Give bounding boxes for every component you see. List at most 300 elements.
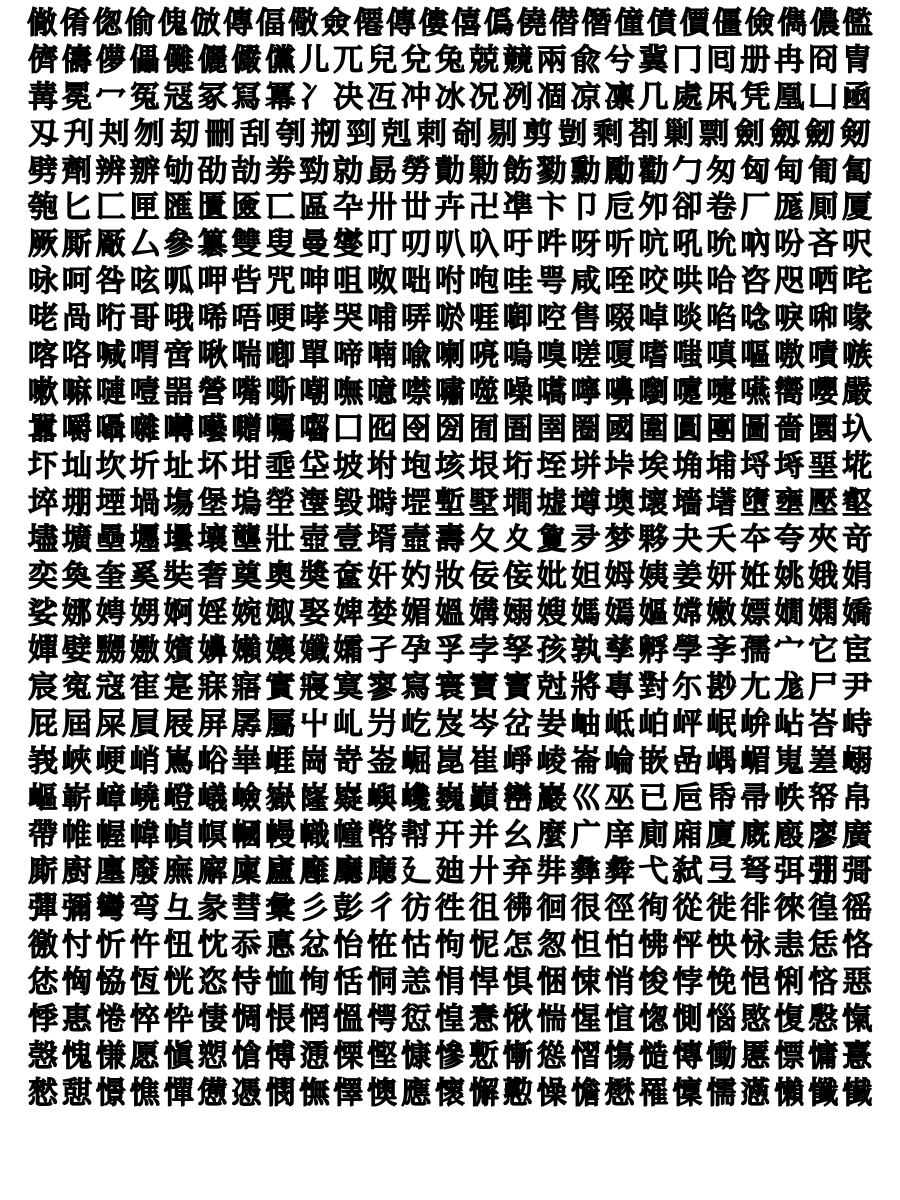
kanji-glyph: 孑 — [367, 633, 398, 669]
kanji-glyph: 怎 — [502, 928, 533, 964]
kanji-glyph: 剱 — [840, 116, 871, 152]
kanji-glyph: 嗄 — [604, 338, 635, 374]
kanji-glyph: 凅 — [536, 79, 567, 115]
kanji-glyph: 幤 — [367, 817, 398, 853]
kanji-glyph: 幄 — [95, 817, 126, 853]
kanji-glyph: 埆 — [672, 448, 703, 484]
kanji-glyph: 巫 — [604, 780, 635, 816]
kanji-glyph: 慇 — [808, 1002, 839, 1038]
kanji-glyph: 刋 — [63, 116, 94, 152]
character-row — [26, 818, 874, 855]
kanji-glyph: 壅 — [774, 485, 805, 521]
kanji-glyph: 嗷 — [774, 338, 805, 374]
kanji-glyph: 慝 — [740, 1038, 771, 1074]
kanji-glyph: 劑 — [61, 153, 92, 189]
kanji-glyph: 崑 — [435, 743, 466, 779]
kanji-glyph: 倄 — [59, 6, 90, 41]
kanji-glyph: 幟 — [299, 817, 330, 853]
character-row — [26, 190, 874, 227]
kanji-glyph: 囗 — [333, 411, 364, 447]
character-row — [26, 633, 874, 670]
kanji-glyph: 廣 — [842, 817, 873, 853]
kanji-glyph: 慱 — [672, 1038, 703, 1074]
kanji-glyph: 廈 — [706, 817, 737, 853]
kanji-glyph: 嶄 — [61, 780, 92, 816]
kanji-glyph: 恬 — [333, 965, 364, 1001]
kanji-glyph: 廰 — [367, 854, 398, 890]
kanji-glyph: 尢 — [740, 670, 771, 706]
kanji-glyph: 姨 — [638, 559, 669, 595]
kanji-glyph: 崋 — [231, 743, 262, 779]
kanji-glyph: 彜 — [604, 854, 635, 890]
kanji-glyph: 壞 — [638, 485, 669, 521]
kanji-glyph: 喃 — [367, 338, 398, 374]
kanji-glyph: 劒 — [805, 116, 836, 152]
kanji-glyph: 恙 — [401, 965, 432, 1001]
kanji-glyph: 冀 — [638, 42, 669, 78]
kanji-glyph: 崘 — [604, 743, 635, 779]
kanji-glyph: 僮 — [614, 6, 645, 41]
kanji-glyph: 懃 — [502, 1075, 533, 1111]
kanji-glyph: 嚥 — [740, 374, 771, 410]
kanji-glyph: 屏 — [197, 706, 228, 742]
kanji-glyph: 奕 — [27, 559, 58, 595]
kanji-glyph: 嶝 — [163, 780, 194, 816]
kanji-glyph: 墟 — [536, 485, 567, 521]
kanji-glyph: 懶 — [774, 1075, 805, 1111]
kanji-glyph: 夲 — [740, 522, 771, 558]
kanji-glyph: 憫 — [265, 1075, 296, 1111]
kanji-glyph: 從 — [672, 891, 703, 927]
kanji-glyph: 劼 — [231, 153, 262, 189]
kanji-glyph: 憇 — [61, 1075, 92, 1111]
kanji-glyph: 兩 — [536, 42, 567, 78]
kanji-glyph: 徙 — [706, 891, 737, 927]
kanji-glyph: 壟 — [231, 522, 262, 558]
kanji-glyph: 憊 — [197, 1075, 228, 1111]
kanji-glyph: 墮 — [740, 485, 771, 521]
kanji-glyph: 勣 — [435, 153, 466, 189]
kanji-glyph: 冑 — [842, 42, 873, 78]
kanji-glyph: 卅 — [367, 190, 398, 226]
kanji-glyph: 區 — [299, 190, 330, 226]
kanji-glyph: 囮 — [367, 411, 398, 447]
kanji-glyph: 巍 — [435, 780, 466, 816]
kanji-glyph: 咫 — [774, 264, 805, 300]
kanji-glyph: 憮 — [299, 1075, 330, 1111]
kanji-glyph: 悃 — [536, 965, 567, 1001]
kanji-glyph: 垤 — [536, 448, 567, 484]
kanji-glyph: 吭 — [638, 227, 669, 263]
kanji-glyph: 它 — [808, 633, 839, 669]
kanji-glyph: 很 — [570, 891, 601, 927]
kanji-glyph: 堋 — [61, 485, 92, 521]
kanji-glyph: 弉 — [536, 854, 567, 890]
kanji-glyph: 奬 — [299, 559, 330, 595]
kanji-glyph: 垳 — [502, 448, 533, 484]
kanji-glyph: 慫 — [536, 1038, 567, 1074]
kanji-glyph: 喞 — [265, 338, 296, 374]
kanji-glyph: 剔 — [487, 116, 518, 152]
kanji-glyph: 奸 — [367, 559, 398, 595]
kanji-glyph: 厦 — [842, 190, 873, 226]
kanji-glyph: 宦 — [842, 633, 873, 669]
kanji-glyph: 厂 — [740, 190, 771, 226]
kanji-glyph: 愀 — [502, 1002, 533, 1038]
kanji-glyph: 彝 — [570, 854, 601, 890]
kanji-glyph: 儖 — [842, 6, 873, 41]
kanji-glyph: 憙 — [842, 1038, 873, 1074]
kanji-glyph: 帚 — [740, 780, 771, 816]
kanji-glyph: 墫 — [570, 485, 601, 521]
kanji-glyph: 啗 — [706, 301, 737, 337]
kanji-glyph: 屬 — [265, 706, 296, 742]
kanji-glyph: 嗤 — [672, 338, 703, 374]
kanji-glyph: 埖 — [842, 448, 873, 484]
kanji-glyph: 咎 — [95, 264, 126, 300]
kanji-glyph: 傳 — [222, 6, 253, 41]
kanji-glyph: 哦 — [163, 301, 194, 337]
kanji-glyph: 匍 — [808, 153, 839, 189]
kanji-glyph: 專 — [604, 670, 635, 706]
kanji-glyph: 唔 — [231, 301, 262, 337]
kanji-glyph: 哭 — [333, 301, 364, 337]
kanji-glyph: 惻 — [672, 1002, 703, 1038]
kanji-glyph: 徊 — [536, 891, 567, 927]
kanji-glyph: 呎 — [842, 227, 873, 263]
kanji-glyph: 册 — [740, 42, 771, 78]
kanji-glyph: 岌 — [435, 706, 466, 742]
kanji-glyph: 圦 — [842, 411, 873, 447]
kanji-glyph: 冪 — [265, 79, 296, 115]
kanji-glyph: 啻 — [163, 338, 194, 374]
kanji-glyph: 嫗 — [638, 596, 669, 632]
kanji-glyph: 嚀 — [570, 374, 601, 410]
character-row — [26, 559, 874, 596]
kanji-glyph: 幃 — [129, 817, 160, 853]
kanji-glyph: 寤 — [231, 670, 262, 706]
kanji-glyph: 竸 — [502, 42, 533, 78]
kanji-glyph: 囁 — [95, 411, 126, 447]
kanji-glyph: 婀 — [163, 596, 194, 632]
kanji-glyph: 儕 — [27, 42, 58, 78]
kanji-glyph: 嚊 — [604, 374, 635, 410]
kanji-glyph: 凰 — [774, 79, 805, 115]
kanji-glyph: 慟 — [706, 1038, 737, 1074]
kanji-glyph: 勗 — [367, 153, 398, 189]
kanji-glyph: 峽 — [61, 743, 92, 779]
kanji-glyph: 塋 — [265, 485, 296, 521]
kanji-glyph: 喨 — [468, 338, 499, 374]
kanji-glyph: 冤 — [129, 79, 160, 115]
kanji-glyph: 墺 — [604, 485, 635, 521]
kanji-glyph: 怏 — [706, 928, 737, 964]
kanji-glyph: 壑 — [842, 485, 873, 521]
kanji-glyph: 嗾 — [842, 338, 873, 374]
kanji-glyph: 悒 — [740, 965, 771, 1001]
kanji-glyph: 巖 — [536, 780, 567, 816]
kanji-glyph: 墅 — [468, 485, 499, 521]
kanji-glyph: 姚 — [774, 559, 805, 595]
kanji-glyph: 嬖 — [61, 633, 92, 669]
kanji-glyph: 悗 — [706, 965, 737, 1001]
kanji-glyph: 尅 — [536, 670, 567, 706]
kanji-glyph: 忻 — [95, 928, 126, 964]
kanji-glyph: 慷 — [401, 1038, 432, 1074]
kanji-glyph: 囎 — [231, 411, 262, 447]
kanji-glyph: 塰 — [299, 485, 330, 521]
kanji-glyph: 佞 — [468, 559, 499, 595]
kanji-glyph: 冂 — [672, 42, 703, 78]
kanji-glyph: 飭 — [502, 153, 533, 189]
kanji-glyph: 愾 — [842, 1002, 873, 1038]
kanji-glyph: 慍 — [333, 1002, 364, 1038]
kanji-glyph: 墹 — [502, 485, 533, 521]
kanji-glyph: 參 — [163, 227, 194, 263]
kanji-glyph: 嘛 — [61, 374, 92, 410]
kanji-glyph: 壯 — [265, 522, 296, 558]
kanji-glyph: 將 — [570, 670, 601, 706]
kanji-glyph: 僘 — [27, 6, 58, 41]
character-row — [26, 1002, 874, 1039]
kanji-glyph: 屆 — [61, 706, 92, 742]
kanji-glyph: 匳 — [231, 190, 262, 226]
kanji-glyph: 廴 — [401, 854, 432, 890]
kanji-glyph: 愆 — [401, 1002, 432, 1038]
kanji-glyph: 圸 — [61, 448, 92, 484]
kanji-glyph: 喇 — [435, 338, 466, 374]
kanji-glyph: 坩 — [231, 448, 262, 484]
kanji-glyph: 帋 — [706, 780, 737, 816]
kanji-glyph: 圖 — [740, 411, 771, 447]
kanji-glyph: 壜 — [163, 522, 194, 558]
kanji-glyph: 妛 — [536, 706, 567, 742]
character-row — [26, 264, 874, 301]
kanji-glyph: 夐 — [536, 522, 567, 558]
kanji-glyph: 崛 — [401, 743, 432, 779]
kanji-glyph: 悖 — [672, 965, 703, 1001]
kanji-glyph: 國 — [604, 411, 635, 447]
kanji-glyph: 塢 — [231, 485, 262, 521]
kanji-glyph: 剏 — [311, 116, 342, 152]
character-row — [26, 43, 874, 80]
kanji-glyph: 廬 — [265, 854, 296, 890]
kanji-glyph: 孱 — [231, 706, 262, 742]
character-row — [26, 412, 874, 449]
kanji-glyph: 僣 — [549, 6, 580, 41]
kanji-glyph: 惴 — [536, 1002, 567, 1038]
kanji-glyph: 囃 — [129, 411, 160, 447]
kanji-glyph: 屎 — [95, 706, 126, 742]
kanji-glyph: 嶮 — [231, 780, 262, 816]
kanji-glyph: 咼 — [61, 301, 92, 337]
kanji-glyph: 奢 — [197, 559, 228, 595]
kanji-glyph: 坎 — [95, 448, 126, 484]
kanji-glyph: 嚴 — [842, 374, 873, 410]
kanji-glyph: 崟 — [367, 743, 398, 779]
kanji-glyph: 憖 — [27, 1075, 58, 1111]
kanji-glyph: 卉 — [435, 190, 466, 226]
kanji-glyph: 悋 — [808, 965, 839, 1001]
kanji-glyph: 梦 — [604, 522, 635, 558]
kanji-glyph: 叭 — [435, 227, 466, 263]
character-row — [26, 338, 874, 375]
kanji-glyph: 嫖 — [740, 596, 771, 632]
kanji-glyph: 傀 — [157, 6, 188, 41]
kanji-glyph: 嘯 — [435, 374, 466, 410]
kanji-glyph: 怦 — [672, 928, 703, 964]
kanji-glyph: 咢 — [536, 264, 567, 300]
kanji-glyph: 弸 — [808, 854, 839, 890]
kanji-glyph: 喙 — [842, 301, 873, 337]
kanji-glyph: 儻 — [265, 42, 296, 78]
kanji-glyph: 夘 — [638, 190, 669, 226]
kanji-glyph: 彙 — [265, 891, 296, 927]
kanji-glyph: 妁 — [401, 559, 432, 595]
character-row — [26, 449, 874, 486]
kanji-glyph: 圷 — [27, 448, 58, 484]
kanji-glyph: 廂 — [672, 817, 703, 853]
kanji-glyph: 悁 — [435, 965, 466, 1001]
kanji-glyph: 寢 — [299, 670, 330, 706]
kanji-glyph: 囑 — [265, 411, 296, 447]
kanji-glyph: 噪 — [502, 374, 533, 410]
kanji-glyph: 嬶 — [197, 633, 228, 669]
kanji-glyph: 尠 — [706, 670, 737, 706]
kanji-glyph: 彭 — [333, 891, 364, 927]
kanji-glyph: 應 — [401, 1075, 432, 1111]
kanji-glyph: 廳 — [333, 854, 364, 890]
kanji-glyph: 嵜 — [333, 743, 364, 779]
kanji-glyph: 娜 — [61, 596, 92, 632]
kanji-glyph: 兔 — [435, 42, 466, 78]
kanji-glyph: 娉 — [95, 596, 126, 632]
kanji-glyph: 刄 — [28, 116, 59, 152]
kanji-glyph: 嶬 — [197, 780, 228, 816]
kanji-glyph: 冢 — [197, 79, 228, 115]
kanji-glyph: 姜 — [672, 559, 703, 595]
kanji-glyph: 几 — [638, 79, 669, 115]
kanji-glyph: 嘶 — [265, 374, 296, 410]
kanji-glyph: 墸 — [706, 485, 737, 521]
kanji-glyph: 幗 — [231, 817, 262, 853]
kanji-glyph: 匣 — [129, 190, 160, 226]
kanji-glyph: 岾 — [774, 706, 805, 742]
kanji-glyph: 慄 — [333, 1038, 364, 1074]
character-row — [26, 486, 874, 523]
kanji-glyph: 怱 — [536, 928, 567, 964]
kanji-glyph: 僭 — [581, 6, 612, 41]
kanji-glyph: 廚 — [61, 854, 92, 890]
kanji-glyph: 嗟 — [570, 338, 601, 374]
kanji-glyph: 剋 — [381, 116, 412, 152]
kanji-glyph: 啼 — [333, 338, 364, 374]
kanji-glyph: 慥 — [638, 1038, 669, 1074]
kanji-glyph: 婢 — [333, 596, 364, 632]
kanji-glyph: 怐 — [435, 928, 466, 964]
kanji-glyph: 壤 — [197, 522, 228, 558]
kanji-glyph: 圜 — [808, 411, 839, 447]
kanji-glyph: 巉 — [401, 780, 432, 816]
kanji-glyph: 啌 — [536, 301, 567, 337]
kanji-glyph: 厠 — [808, 190, 839, 226]
kanji-glyph: 卻 — [672, 190, 703, 226]
kanji-glyph: 凩 — [706, 79, 737, 115]
kanji-glyph: 叮 — [367, 227, 398, 263]
kanji-glyph: 奩 — [333, 559, 364, 595]
kanji-glyph: 呻 — [299, 264, 330, 300]
kanji-glyph: 屁 — [27, 706, 58, 742]
kanji-glyph: 噎 — [129, 374, 160, 410]
kanji-glyph: 寰 — [435, 670, 466, 706]
kanji-glyph: 儡 — [129, 42, 160, 78]
kanji-glyph: 奐 — [61, 559, 92, 595]
kanji-glyph: 呶 — [367, 264, 398, 300]
kanji-glyph: 夭 — [706, 522, 737, 558]
kanji-glyph: 娚 — [129, 596, 160, 632]
kanji-glyph: 徇 — [638, 891, 669, 927]
kanji-glyph: 匆 — [706, 153, 737, 189]
kanji-glyph: 惓 — [95, 1002, 126, 1038]
kanji-glyph: 咐 — [435, 264, 466, 300]
kanji-glyph: 嘔 — [740, 338, 771, 374]
kanji-glyph: 壽 — [435, 522, 466, 558]
kanji-glyph: 忸 — [163, 928, 194, 964]
kanji-glyph: 廖 — [808, 817, 839, 853]
kanji-glyph: 嚠 — [638, 374, 669, 410]
kanji-glyph: 嫋 — [502, 596, 533, 632]
kanji-glyph: 囀 — [163, 411, 194, 447]
character-row — [26, 301, 874, 338]
kanji-glyph: 愕 — [367, 1002, 398, 1038]
kanji-glyph: 唹 — [435, 301, 466, 337]
kanji-glyph: 壺 — [299, 522, 330, 558]
kanji-glyph: 嶇 — [27, 780, 58, 816]
kanji-glyph: 嫺 — [774, 596, 805, 632]
kanji-glyph: 儺 — [163, 42, 194, 78]
kanji-glyph: 吶 — [740, 227, 771, 263]
kanji-glyph: 雙 — [231, 227, 262, 263]
kanji-glyph: 卞 — [536, 190, 567, 226]
kanji-glyph: 崔 — [468, 743, 499, 779]
kanji-glyph: 嬋 — [27, 633, 58, 669]
kanji-glyph: 奚 — [129, 559, 160, 595]
kanji-glyph: 勍 — [333, 153, 364, 189]
kanji-glyph: 屓 — [129, 706, 160, 742]
kanji-glyph: 愿 — [129, 1038, 160, 1074]
kanji-glyph: 徂 — [468, 891, 499, 927]
kanji-glyph: 愍 — [740, 1002, 771, 1038]
kanji-glyph: 咄 — [401, 264, 432, 300]
kanji-glyph: 匕 — [61, 190, 92, 226]
kanji-glyph: 哥 — [129, 301, 160, 337]
kanji-glyph: 忤 — [129, 928, 160, 964]
kanji-glyph: 幇 — [401, 817, 432, 853]
kanji-glyph: 嶂 — [95, 780, 126, 816]
kanji-glyph: 悴 — [129, 1002, 160, 1038]
kanji-glyph: 尹 — [842, 670, 873, 706]
kanji-glyph: 埃 — [638, 448, 669, 484]
kanji-glyph: 怩 — [468, 928, 499, 964]
kanji-glyph: 恚 — [774, 928, 805, 964]
kanji-glyph: 徭 — [842, 891, 873, 927]
kanji-glyph: 岑 — [468, 706, 499, 742]
kanji-glyph: 屮 — [299, 706, 330, 742]
kanji-glyph: 惷 — [468, 1002, 499, 1038]
kanji-glyph: 冖 — [95, 79, 126, 115]
kanji-glyph: 慯 — [604, 1038, 635, 1074]
kanji-glyph: 巛 — [570, 780, 601, 816]
